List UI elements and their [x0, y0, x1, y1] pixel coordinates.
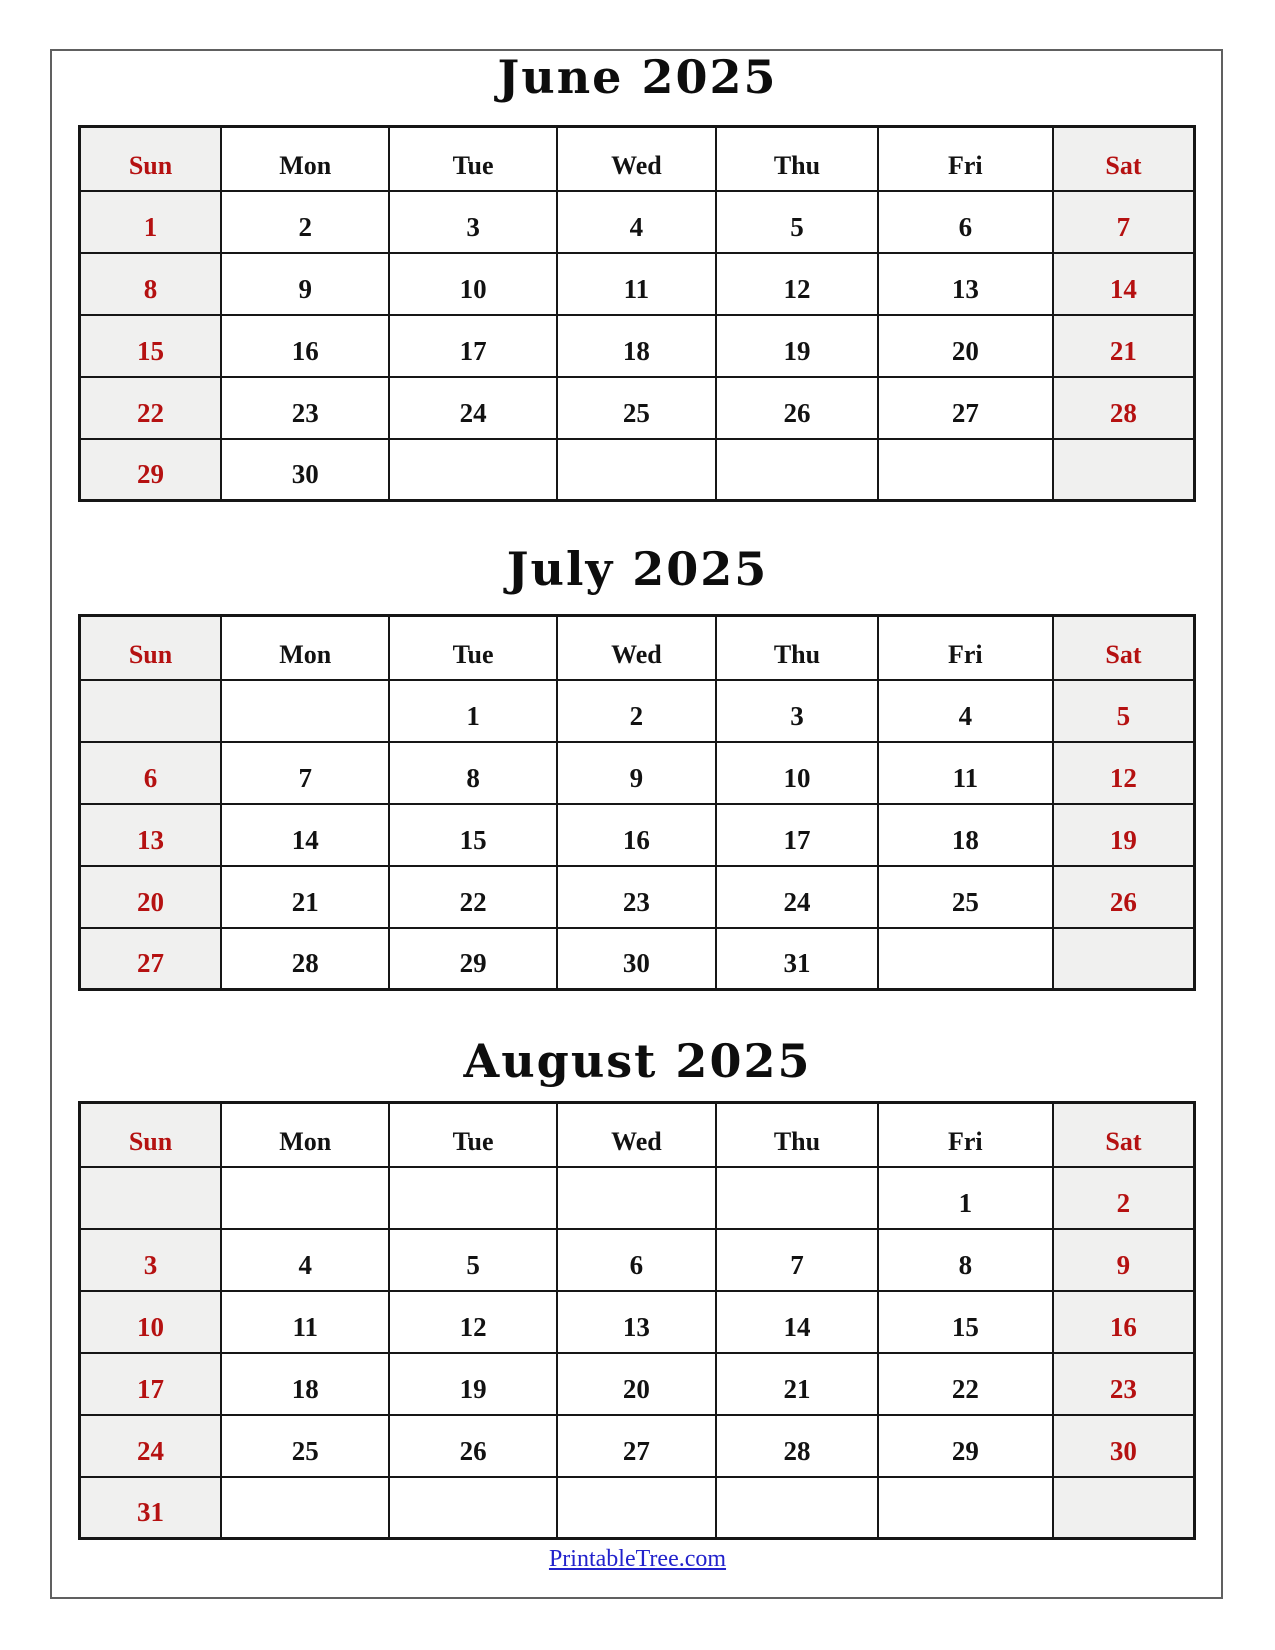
day-cell-june-2: 2 [221, 191, 389, 253]
day-cell-empty [221, 680, 389, 742]
day-cell-august-9: 9 [1053, 1229, 1195, 1291]
day-cell-august-26: 26 [389, 1415, 556, 1477]
day-cell-july-15: 15 [389, 804, 556, 866]
day-cell-june-6: 6 [878, 191, 1053, 253]
day-header-fri: Fri [878, 616, 1053, 680]
month-table-slot-july [78, 614, 1196, 991]
week-row [80, 253, 1195, 315]
day-cell-empty [80, 680, 222, 742]
day-cell-june-3: 3 [389, 191, 556, 253]
day-header-mon: Mon [221, 1103, 389, 1167]
day-header-row [80, 1103, 1195, 1167]
day-cell-empty [221, 1477, 389, 1539]
week-row [80, 742, 1195, 804]
week-row [80, 1477, 1195, 1539]
day-cell-july-29: 29 [389, 928, 556, 990]
day-header-row [80, 616, 1195, 680]
day-cell-august-17: 17 [80, 1353, 222, 1415]
day-cell-july-11: 11 [878, 742, 1053, 804]
day-cell-june-18: 18 [557, 315, 716, 377]
day-cell-july-27: 27 [80, 928, 222, 990]
day-cell-august-27: 27 [557, 1415, 716, 1477]
day-cell-july-2: 2 [557, 680, 716, 742]
day-cell-june-15: 15 [80, 315, 222, 377]
page-footer [0, 1546, 1275, 1573]
day-cell-august-23: 23 [1053, 1353, 1195, 1415]
day-cell-june-27: 27 [878, 377, 1053, 439]
day-header-thu: Thu [716, 616, 878, 680]
day-cell-august-29: 29 [878, 1415, 1053, 1477]
day-cell-june-9: 9 [221, 253, 389, 315]
day-cell-july-7: 7 [221, 742, 389, 804]
day-header-tue: Tue [389, 616, 556, 680]
month-title-june: June 2025 [497, 50, 778, 104]
day-cell-june-5: 5 [716, 191, 878, 253]
week-row [80, 439, 1195, 501]
month-title-august: August 2025 [463, 1034, 812, 1088]
day-cell-august-4: 4 [221, 1229, 389, 1291]
day-cell-empty [389, 439, 556, 501]
day-header-wed: Wed [557, 127, 716, 191]
day-cell-august-18: 18 [221, 1353, 389, 1415]
day-cell-empty [557, 1167, 716, 1229]
day-cell-empty [1053, 1477, 1195, 1539]
week-row [80, 928, 1195, 990]
day-cell-june-4: 4 [557, 191, 716, 253]
day-cell-empty [557, 439, 716, 501]
day-header-sun: Sun [80, 616, 222, 680]
day-cell-empty [878, 439, 1053, 501]
day-cell-august-31: 31 [80, 1477, 222, 1539]
week-row [80, 315, 1195, 377]
footer-link[interactable]: PrintableTree.com [548, 1546, 727, 1572]
day-cell-empty [1053, 439, 1195, 501]
day-cell-june-12: 12 [716, 253, 878, 315]
day-cell-july-20: 20 [80, 866, 222, 928]
week-row [80, 866, 1195, 928]
day-cell-empty [221, 1167, 389, 1229]
day-cell-august-11: 11 [221, 1291, 389, 1353]
day-cell-july-22: 22 [389, 866, 556, 928]
day-cell-june-21: 21 [1053, 315, 1195, 377]
day-header-thu: Thu [716, 127, 878, 191]
day-cell-july-17: 17 [716, 804, 878, 866]
day-cell-empty [1053, 928, 1195, 990]
week-row [80, 1415, 1195, 1477]
month-table-slot-august [78, 1101, 1196, 1540]
day-cell-august-14: 14 [716, 1291, 878, 1353]
day-cell-july-9: 9 [557, 742, 716, 804]
day-cell-july-16: 16 [557, 804, 716, 866]
day-header-sun: Sun [80, 127, 222, 191]
day-cell-empty [716, 439, 878, 501]
day-header-thu: Thu [716, 1103, 878, 1167]
day-cell-july-18: 18 [878, 804, 1053, 866]
day-header-fri: Fri [878, 1103, 1053, 1167]
day-header-wed: Wed [557, 616, 716, 680]
day-cell-august-2: 2 [1053, 1167, 1195, 1229]
day-cell-august-3: 3 [80, 1229, 222, 1291]
day-cell-june-25: 25 [557, 377, 716, 439]
week-row [80, 1167, 1195, 1229]
day-cell-august-25: 25 [221, 1415, 389, 1477]
month-table-slot-june [78, 125, 1196, 502]
day-cell-august-7: 7 [716, 1229, 878, 1291]
day-cell-july-10: 10 [716, 742, 878, 804]
day-cell-june-28: 28 [1053, 377, 1195, 439]
day-cell-empty [80, 1167, 222, 1229]
day-cell-june-24: 24 [389, 377, 556, 439]
day-cell-june-20: 20 [878, 315, 1053, 377]
week-row [80, 1291, 1195, 1353]
day-cell-august-20: 20 [557, 1353, 716, 1415]
day-cell-empty [389, 1477, 556, 1539]
day-cell-july-26: 26 [1053, 866, 1195, 928]
day-cell-august-15: 15 [878, 1291, 1053, 1353]
month-table-june [78, 125, 1196, 502]
day-cell-august-22: 22 [878, 1353, 1053, 1415]
day-cell-june-19: 19 [716, 315, 878, 377]
day-cell-june-11: 11 [557, 253, 716, 315]
day-cell-june-13: 13 [878, 253, 1053, 315]
day-cell-july-5: 5 [1053, 680, 1195, 742]
day-header-row [80, 127, 1195, 191]
day-header-tue: Tue [389, 1103, 556, 1167]
day-cell-june-1: 1 [80, 191, 222, 253]
day-cell-july-4: 4 [878, 680, 1053, 742]
week-row [80, 191, 1195, 253]
day-cell-july-25: 25 [878, 866, 1053, 928]
day-cell-july-3: 3 [716, 680, 878, 742]
day-cell-august-1: 1 [878, 1167, 1053, 1229]
day-cell-july-23: 23 [557, 866, 716, 928]
day-cell-june-7: 7 [1053, 191, 1195, 253]
day-cell-august-21: 21 [716, 1353, 878, 1415]
day-header-tue: Tue [389, 127, 556, 191]
day-cell-june-10: 10 [389, 253, 556, 315]
day-cell-july-19: 19 [1053, 804, 1195, 866]
day-cell-june-29: 29 [80, 439, 222, 501]
day-cell-july-12: 12 [1053, 742, 1195, 804]
day-cell-june-8: 8 [80, 253, 222, 315]
day-header-fri: Fri [878, 127, 1053, 191]
week-row [80, 680, 1195, 742]
day-cell-august-10: 10 [80, 1291, 222, 1353]
day-cell-june-22: 22 [80, 377, 222, 439]
day-header-wed: Wed [557, 1103, 716, 1167]
day-cell-july-13: 13 [80, 804, 222, 866]
day-cell-empty [716, 1477, 878, 1539]
day-cell-june-14: 14 [1053, 253, 1195, 315]
day-cell-august-30: 30 [1053, 1415, 1195, 1477]
day-cell-august-5: 5 [389, 1229, 556, 1291]
week-row [80, 1229, 1195, 1291]
day-cell-july-6: 6 [80, 742, 222, 804]
month-table-july [78, 614, 1196, 991]
day-cell-august-24: 24 [80, 1415, 222, 1477]
day-cell-july-24: 24 [716, 866, 878, 928]
day-cell-august-6: 6 [557, 1229, 716, 1291]
day-header-sat: Sat [1053, 127, 1195, 191]
day-cell-june-30: 30 [221, 439, 389, 501]
week-row [80, 804, 1195, 866]
day-cell-empty [878, 928, 1053, 990]
day-cell-june-26: 26 [716, 377, 878, 439]
month-table-august [78, 1101, 1196, 1540]
day-cell-june-17: 17 [389, 315, 556, 377]
day-header-sat: Sat [1053, 1103, 1195, 1167]
day-cell-july-21: 21 [221, 866, 389, 928]
day-header-sat: Sat [1053, 616, 1195, 680]
week-row [80, 1353, 1195, 1415]
day-cell-empty [878, 1477, 1053, 1539]
day-cell-empty [716, 1167, 878, 1229]
day-cell-empty [389, 1167, 556, 1229]
day-header-mon: Mon [221, 616, 389, 680]
day-header-sun: Sun [80, 1103, 222, 1167]
day-cell-july-30: 30 [557, 928, 716, 990]
day-cell-august-13: 13 [557, 1291, 716, 1353]
day-cell-august-12: 12 [389, 1291, 556, 1353]
day-cell-august-8: 8 [878, 1229, 1053, 1291]
month-title-july: July 2025 [506, 542, 769, 596]
day-cell-july-31: 31 [716, 928, 878, 990]
day-header-mon: Mon [221, 127, 389, 191]
day-cell-june-16: 16 [221, 315, 389, 377]
day-cell-july-28: 28 [221, 928, 389, 990]
day-cell-june-23: 23 [221, 377, 389, 439]
day-cell-august-19: 19 [389, 1353, 556, 1415]
day-cell-july-1: 1 [389, 680, 556, 742]
day-cell-july-8: 8 [389, 742, 556, 804]
week-row [80, 377, 1195, 439]
day-cell-august-28: 28 [716, 1415, 878, 1477]
day-cell-empty [557, 1477, 716, 1539]
day-cell-july-14: 14 [221, 804, 389, 866]
day-cell-august-16: 16 [1053, 1291, 1195, 1353]
